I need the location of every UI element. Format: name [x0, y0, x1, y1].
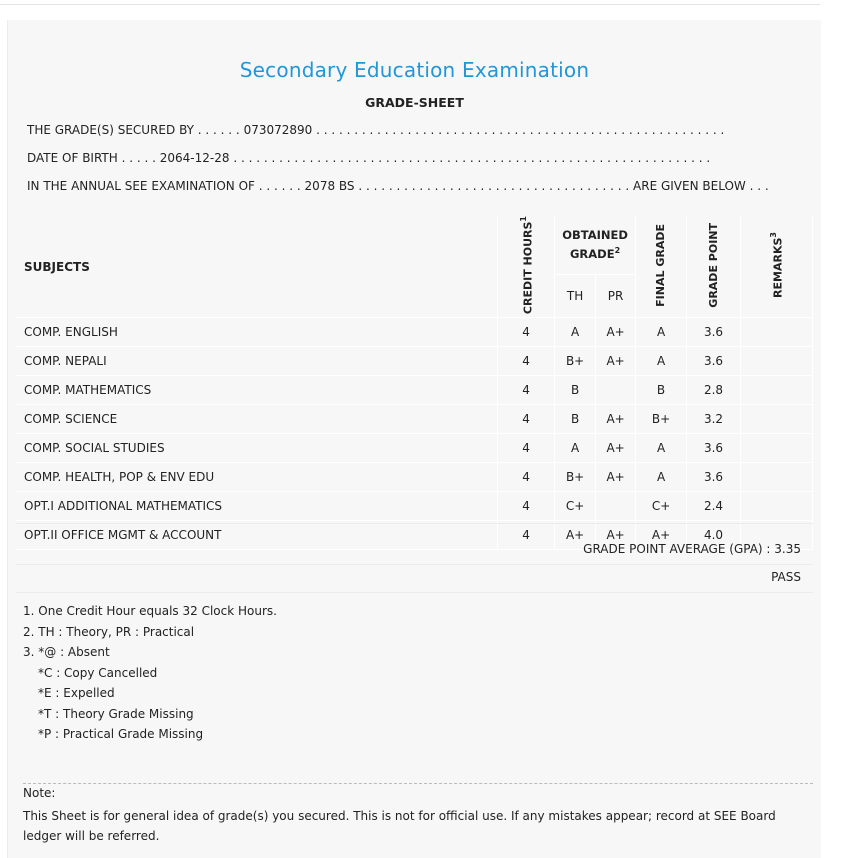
subject-cell: COMP. MATHEMATICS	[16, 376, 498, 405]
table-row	[16, 434, 813, 463]
footnote-3-theory-missing: *T : Theory Grade Missing	[38, 706, 194, 721]
practical-grade-cell: A+	[596, 405, 636, 434]
credit-hours-cell: 4	[498, 521, 555, 550]
obtained-grade-header: OBTAINED GRADE$^2$	[555, 216, 636, 275]
dob-value: 2064-12-28	[159, 151, 230, 165]
note-separator	[23, 783, 813, 784]
subjects-header: SUBJECTS	[16, 216, 498, 318]
credit-hours-header: CREDIT HOURS$^1$	[498, 216, 555, 318]
subject-cell: COMP. NEPALI	[16, 347, 498, 376]
remarks-header: REMARKS$^3$	[741, 216, 813, 318]
theory-grade-cell: B	[555, 376, 596, 405]
grade-sheet-panel	[7, 20, 821, 858]
footnote-3: 3. *@ : Absent	[23, 645, 110, 659]
grade-point-cell: 3.6	[687, 318, 741, 347]
dob-dots: . . . . . . . . . . . . . . . . . . . . . . . . . . . . . . . . . . . . . . . . . . . . . . . . . . . . . . . . . . . . . . .	[233, 151, 711, 165]
pr-header: PR	[596, 275, 636, 318]
practical-grade-cell: A+	[596, 463, 636, 492]
secured-by-line	[27, 123, 724, 137]
grade-point-cell: 3.6	[687, 434, 741, 463]
table-row	[16, 405, 813, 434]
final-grade-cell: C+	[636, 492, 687, 521]
dob-label: DATE OF BIRTH . . . . .	[27, 151, 156, 165]
grade-point-cell: 3.6	[687, 463, 741, 492]
table-row	[16, 376, 813, 405]
practical-grade-cell: A+	[596, 434, 636, 463]
subject-cell: COMP. SOCIAL STUDIES	[16, 434, 498, 463]
grade-point-header: GRADE POINT	[687, 216, 741, 318]
final-grade-cell: A	[636, 347, 687, 376]
remarks-cell	[741, 434, 813, 463]
secured-by-dots: . . . . . . . . . . . . . . . . . . . . . . . . . . . . . . . . . . . . . . . . . . . . . . . . . . . . . .	[316, 123, 725, 137]
final-grade-cell: A	[636, 463, 687, 492]
remarks-cell	[741, 463, 813, 492]
grade-point-cell: 3.2	[687, 405, 741, 434]
credit-hours-cell: 4	[498, 405, 555, 434]
symbol-number: 073072890	[243, 123, 313, 137]
credit-hours-cell: 4	[498, 318, 555, 347]
dob-line	[27, 151, 710, 165]
final-grade-cell: A+	[636, 521, 687, 550]
grade-point-cell: 3.6	[687, 347, 741, 376]
top-divider	[0, 0, 820, 5]
exam-dots: . . . . . . . . . . . . . . . . . . . . . . . . . . . . . . . . . . . . ARE GIVEN BELOW . . .	[358, 179, 769, 193]
footnote-2: 2. TH : Theory, PR : Practical	[23, 624, 195, 639]
subject-cell: COMP. SCIENCE	[16, 405, 498, 434]
final-grade-cell: A	[636, 318, 687, 347]
theory-grade-cell: A	[555, 318, 596, 347]
grade-point-cell: 2.4	[687, 492, 741, 521]
grades-table	[16, 216, 813, 550]
credit-hours-cell: 4	[498, 347, 555, 376]
table-row	[16, 492, 813, 521]
gpa-text: GRADE POINT AVERAGE (GPA) : 3.35	[583, 542, 801, 556]
remarks-cell	[741, 376, 813, 405]
final-grade-header: FINAL GRADE	[636, 216, 687, 318]
practical-grade-cell: A+	[596, 521, 636, 550]
remarks-cell	[741, 318, 813, 347]
practical-grade-cell: A+	[596, 318, 636, 347]
remarks-cell	[741, 347, 813, 376]
subject-cell: COMP. ENGLISH	[16, 318, 498, 347]
theory-grade-cell: B+	[555, 463, 596, 492]
table-row	[16, 347, 813, 376]
exam-label: IN THE ANNUAL SEE EXAMINATION OF . . . . . .	[27, 179, 301, 193]
note-title: Note:	[23, 786, 56, 800]
grade-point-cell: 4.0	[687, 521, 741, 550]
remarks-cell	[741, 492, 813, 521]
th-header: TH	[555, 275, 596, 318]
final-grade-cell: B	[636, 376, 687, 405]
exam-year: 2078 BS	[304, 179, 355, 193]
credit-hours-cell: 4	[498, 434, 555, 463]
result-status: PASS	[771, 570, 801, 584]
subject-cell: OPT.I ADDITIONAL MATHEMATICS	[16, 492, 498, 521]
subject-cell: OPT.II OFFICE MGMT & ACCOUNT	[16, 521, 498, 550]
secured-by-label: THE GRADE(S) SECURED BY . . . . . .	[27, 123, 240, 137]
exam-line	[27, 179, 769, 193]
table-row	[16, 463, 813, 492]
practical-grade-cell: A+	[596, 347, 636, 376]
final-grade-cell: A	[636, 434, 687, 463]
grade-sheet-heading: GRADE-SHEET	[365, 95, 464, 110]
theory-grade-cell: C+	[555, 492, 596, 521]
footnote-1: 1. One Credit Hour equals 32 Clock Hours.	[23, 604, 277, 618]
practical-grade-cell	[596, 376, 636, 405]
theory-grade-cell: A	[555, 434, 596, 463]
theory-grade-cell: B	[555, 405, 596, 434]
note-text: This Sheet is for general idea of grade(s) you secured. This is not for official use. If any mistakes appear; record at SEE Board ledger will be referred.	[23, 809, 776, 843]
exam-title: Secondary Education Examination	[239, 58, 590, 82]
footnote-3-copy-cancelled: *C : Copy Cancelled	[38, 665, 158, 680]
remarks-cell	[741, 405, 813, 434]
final-grade-cell: B+	[636, 405, 687, 434]
theory-grade-cell: A+	[555, 521, 596, 550]
theory-grade-cell: B+	[555, 347, 596, 376]
footnotes	[23, 601, 277, 745]
table-bottom-divider	[16, 523, 813, 524]
credit-hours-cell: 4	[498, 463, 555, 492]
credit-hours-cell: 4	[498, 376, 555, 405]
practical-grade-cell	[596, 492, 636, 521]
footnote-3-practical-missing: *P : Practical Grade Missing	[38, 727, 204, 741]
subject-cell: COMP. HEALTH, POP & ENV EDU	[16, 463, 498, 492]
gpa-divider	[16, 564, 813, 565]
credit-hours-cell: 4	[498, 492, 555, 521]
result-divider	[16, 592, 813, 593]
grade-point-cell: 2.8	[687, 376, 741, 405]
footnote-3-expelled: *E : Expelled	[38, 686, 115, 700]
table-row	[16, 318, 813, 347]
